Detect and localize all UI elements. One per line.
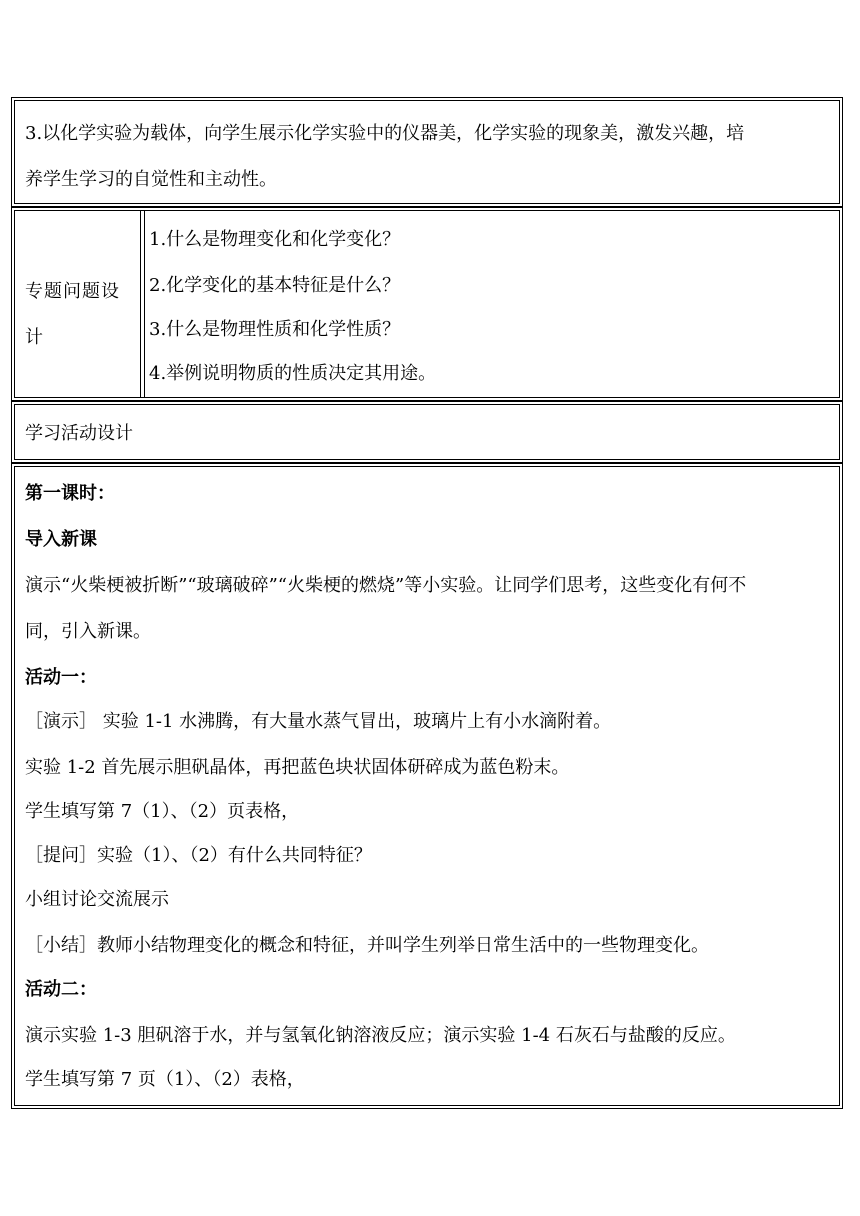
activity-one-line: 小组讨论交流展示 bbox=[25, 889, 169, 910]
questions-list-cell bbox=[145, 211, 839, 397]
question-item: 2.化学变化的基本特征是什么？ bbox=[149, 275, 401, 296]
activity-one-line: 学生填写第 7（1）、（2）页表格， bbox=[25, 801, 300, 822]
activity-design-title: 学习活动设计 bbox=[25, 423, 133, 444]
goal-line-2: 养学生学习的自觉性和主动性。 bbox=[25, 169, 277, 190]
question-item: 1.什么是物理变化和化学变化？ bbox=[149, 229, 401, 250]
activity-two-heading: 活动二： bbox=[25, 979, 97, 1000]
lesson-heading: 第一课时： bbox=[25, 483, 115, 504]
question-item: 4.举例说明物质的性质决定其用途。 bbox=[149, 363, 437, 384]
questions-label: 专题问题设计 bbox=[25, 281, 120, 348]
activity-two-line: 演示实验 1-3 胆矾溶于水，并与氢氧化钠溶液反应；演示实验 1-4 石灰石与盐酸的反应。 bbox=[25, 1025, 736, 1046]
questions-row bbox=[14, 210, 840, 398]
intro-line-1: 演示“火柴梗被折断”“玻璃破碎”“火柴梗的燃烧”等小实验。让同学们思考，这些变化有何不 bbox=[25, 575, 747, 596]
activity-two-line: 学生填写第 7 页（1）、（2）表格， bbox=[25, 1069, 305, 1090]
activity-one-line: ［演示］ 实验 1-1 水沸腾，有大量水蒸气冒出，玻璃片上有小水滴附着。 bbox=[25, 711, 612, 732]
intro-line-2: 同，引入新课。 bbox=[25, 621, 151, 642]
questions-label-cell bbox=[15, 211, 141, 397]
activity-one-line: ［提问］实验（1）、（2）有什么共同特征？ bbox=[25, 845, 372, 866]
goal-line-1: 3.以化学实验为载体，向学生展示化学实验中的仪器美，化学实验的现象美，激发兴趣，培 bbox=[25, 123, 745, 144]
lesson-plan-page bbox=[14, 100, 842, 1110]
intro-heading: 导入新课 bbox=[25, 529, 97, 550]
question-item: 3.什么是物理性质和化学性质？ bbox=[149, 319, 401, 340]
lesson-content-cell bbox=[14, 466, 840, 1106]
activity-one-heading: 活动一： bbox=[25, 667, 97, 688]
activity-design-row bbox=[14, 404, 840, 460]
teaching-goal-cell bbox=[14, 100, 840, 204]
activity-one-line: 实验 1-2 首先展示胆矾晶体，再把蓝色块状固体研碎成为蓝色粉末。 bbox=[25, 757, 570, 778]
activity-one-line: ［小结］教师小结物理变化的概念和特征，并叫学生列举日常生活中的一些物理变化。 bbox=[25, 935, 709, 956]
